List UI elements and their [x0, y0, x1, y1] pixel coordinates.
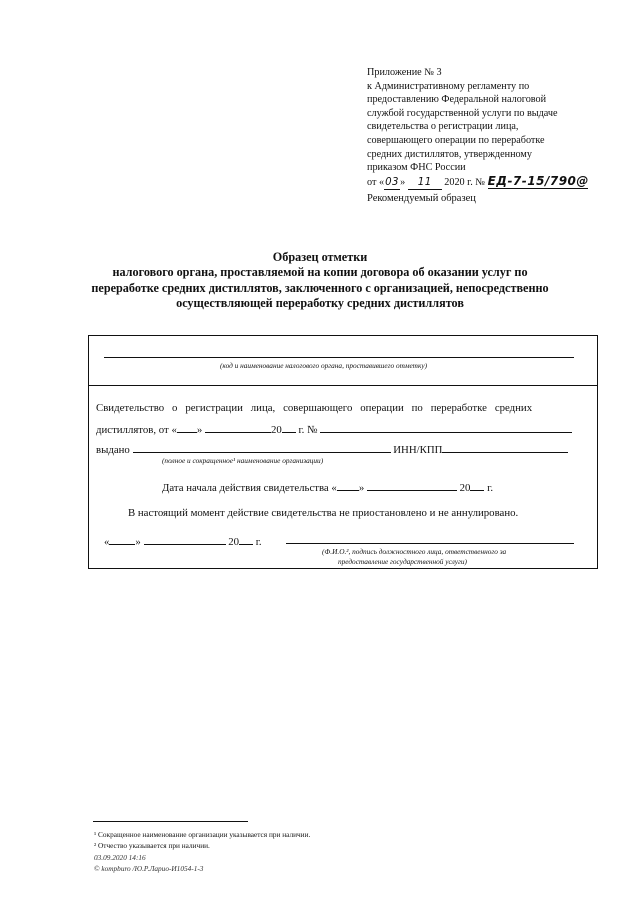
inn-kpp-field[interactable] [442, 443, 568, 453]
appendix-line: к Административному регламенту по [367, 80, 530, 92]
sign-day-field[interactable] [109, 535, 135, 545]
order-number: ЕД-7-15/790@ [487, 173, 589, 188]
frame-divider [88, 385, 598, 386]
cert-year-prefix: 20 [270, 424, 282, 436]
tax-authority-field[interactable] [104, 357, 574, 358]
start-date-prefix: Дата начала действия свидетельства « [162, 482, 337, 494]
appendix-header [367, 66, 617, 190]
inn-kpp-label: ИНН/КПП [393, 444, 443, 456]
appendix-line: службой государственной услуги по выдаче [367, 107, 558, 119]
recommended-sample-label: Рекомендуемый образец [367, 193, 476, 204]
tax-authority-caption: (код и наименование налогового органа, проставившего отметку) [220, 361, 428, 370]
order-date-month: 11 [408, 176, 442, 191]
certificate-date-line [96, 423, 572, 436]
status-text: В настоящий момент действие свидетельства не приостановлено и не аннулировано. [128, 507, 519, 519]
footnote-2: ² Отчество указывается при наличии. [94, 841, 210, 850]
cert-day-field[interactable] [177, 423, 197, 433]
start-date-line [162, 481, 493, 494]
cert-number-field[interactable] [320, 423, 572, 433]
appendix-line: приказом ФНС России [367, 162, 466, 174]
order-date-prefix: от « [367, 176, 385, 188]
order-date-year: 2020 г. № [444, 176, 486, 188]
issued-to-line [96, 443, 568, 456]
title-line: осуществляющей переработку средних дистиллятов [176, 296, 464, 311]
appendix-line: предоставлению Федеральной налоговой [367, 94, 547, 106]
order-date-mid: » [400, 176, 406, 188]
order-date-day: 03 [384, 176, 400, 191]
appendix-line: свидетельства о регистрации лица, [367, 121, 519, 133]
cert-month-field[interactable] [205, 423, 271, 433]
sign-date-open: « [104, 536, 110, 548]
print-stamp-id: © kompburo /Ю.Р.Лаpио-И1054-1-3 [94, 864, 204, 873]
issued-to-field[interactable] [133, 443, 391, 453]
cert-date-close: » [196, 424, 203, 436]
order-date-line [367, 175, 617, 191]
start-month-field[interactable] [367, 481, 457, 491]
signature-field[interactable] [286, 543, 574, 544]
cert-date-prefix: дистиллятов, от « [96, 424, 177, 436]
document-title [70, 250, 570, 312]
sign-date-close: » [135, 536, 141, 548]
footnote-divider [93, 821, 248, 822]
signature-caption-1: (Ф.И.О.², подпись должностного лица, ответственного за [322, 547, 507, 556]
cert-year-field[interactable] [282, 423, 296, 433]
title-line: налогового органа, проставляемой на копии договора об оказании услуг по [112, 265, 528, 280]
sign-year-prefix: 20 [228, 536, 240, 548]
cert-number-label: г. № [298, 424, 318, 436]
sign-month-field[interactable] [144, 535, 226, 545]
sign-date-line [104, 535, 262, 548]
start-year-suffix: г. [487, 482, 494, 494]
start-year-field[interactable] [470, 481, 484, 491]
title-line: Образец отметки [272, 250, 368, 264]
sign-year-field[interactable] [239, 535, 253, 545]
issued-to-caption: (полное и сокращенное¹ наименование организации) [162, 456, 324, 465]
start-date-close: » [358, 482, 365, 494]
issued-label: выдано [96, 444, 130, 456]
start-year-prefix: 20 [459, 482, 471, 494]
appendix-line: совершающего операции по переработке [367, 134, 545, 146]
footnote-1: ¹ Сокращенное наименование организации указывается при наличии. [94, 830, 311, 839]
certificate-text: Свидетельство о регистрации лица, совершающего операции по переработке средних [96, 402, 533, 414]
start-day-field[interactable] [337, 481, 359, 491]
title-line: переработке средних дистиллятов, заключенного с организацией, непосредственно [91, 280, 549, 295]
appendix-line: Приложение № 3 [367, 67, 442, 78]
signature-caption-2: предоставление государственной услуги) [338, 557, 467, 566]
appendix-line: средних дистиллятов, утвержденному [367, 148, 532, 160]
print-stamp-time: 03.09.2020 14:16 [94, 853, 146, 862]
sign-year-suffix: г. [255, 536, 262, 548]
